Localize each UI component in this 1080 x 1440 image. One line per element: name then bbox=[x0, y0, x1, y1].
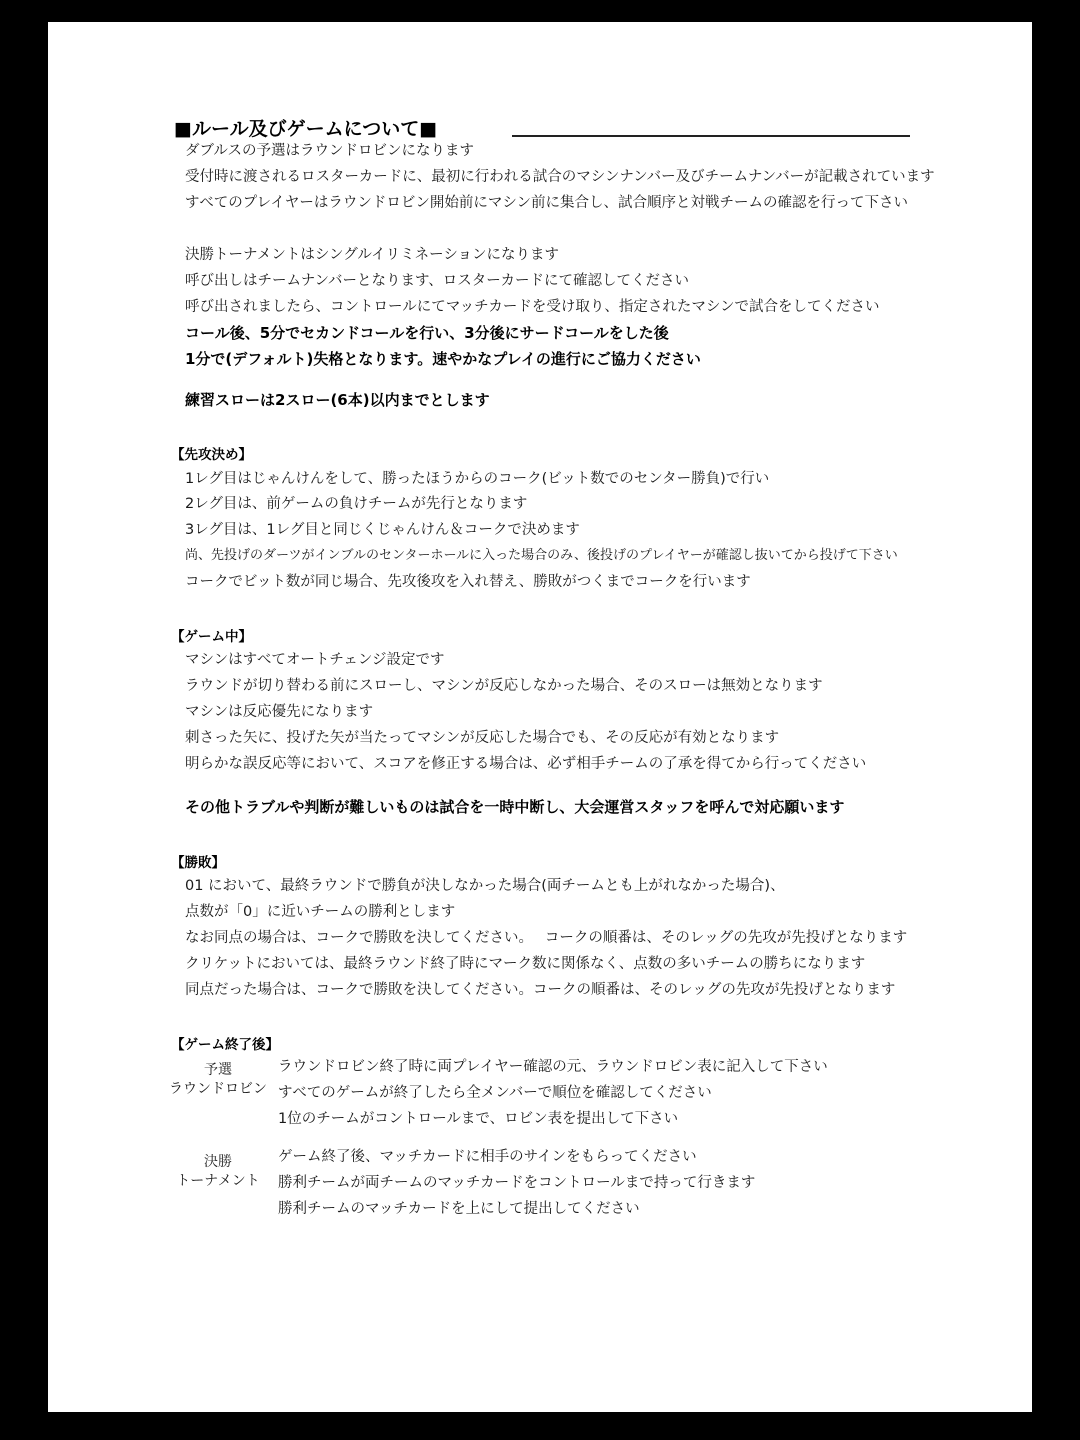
text-line: 勝利チームが両チームのマッチカードをコントロールまで持って行きます bbox=[278, 1175, 756, 1191]
text-line: ゲーム終了後、マッチカードに相手のサインをもらってください bbox=[278, 1149, 697, 1165]
text-line: 1レグ目はじゃんけんをして、勝ったほうからのコーク(ビット数でのセンター勝負)で行い bbox=[185, 471, 770, 487]
final-label bbox=[168, 1153, 268, 1191]
text-line: 明らかな誤反応等において、スコアを修正する場合は、必ず相手チームの了承を得てから行ってください bbox=[185, 756, 867, 772]
section-heading: 【ゲーム中】 bbox=[171, 629, 252, 645]
text-line: マシンはすべてオートチェンジ設定です bbox=[185, 652, 445, 668]
section-heading: 【ゲーム終了後】 bbox=[171, 1037, 279, 1053]
text-line: すべてのゲームが終了したら全メンバーで順位を確認してください bbox=[278, 1085, 712, 1101]
text-line: 呼び出されましたら、コントロールにてマッチカードを受け取り、指定されたマシンで試合をしてください bbox=[185, 299, 880, 315]
document-page bbox=[48, 22, 1032, 1412]
bold-text-line: コール後、5分でセカンドコールを行い、3分後にサードコールをした後 bbox=[185, 324, 669, 342]
text-line: 同点だった場合は、コークで勝敗を決してください。コークの順番は、そのレッグの先攻が先投げとなります bbox=[185, 982, 896, 998]
bold-text-line: 練習スローは2スロー(6本)以内までとします bbox=[185, 391, 490, 409]
text-line: 呼び出しはチームナンバーとなります、ロスターカードにて確認してください bbox=[185, 273, 690, 289]
text-line: 勝利チームのマッチカードを上にして提出してください bbox=[278, 1201, 640, 1217]
text-line: コークでビット数が同じ場合、先攻後攻を入れ替え、勝敗がつくまでコークを行います bbox=[185, 574, 751, 590]
section-heading: 【先攻決め】 bbox=[171, 447, 252, 463]
text-line: 刺さった矢に、投げた矢が当たってマシンが反応した場合でも、その反応が有効となります bbox=[185, 730, 780, 746]
final-label-line2: トーナメント bbox=[176, 1173, 260, 1189]
prelim-label bbox=[168, 1061, 268, 1099]
text-line: ラウンドロビン終了時に両プレイヤー確認の元、ラウンドロビン表に記入して下さい bbox=[278, 1059, 828, 1075]
text-line: ダブルスの予選はラウンドロビンになります bbox=[185, 143, 474, 159]
text-line: 1位のチームがコントロールまで、ロビン表を提出して下さい bbox=[278, 1111, 679, 1127]
prelim-label-line1: 予選 bbox=[204, 1062, 232, 1078]
document-content bbox=[48, 22, 1032, 1412]
text-line: 3レグ目は、1レグ目と同じくじゃんけん＆コークで決めます bbox=[185, 522, 580, 538]
text-line: ラウンドが切り替わる前にスローし、マシンが反応しなかった場合、そのスローは無効となります bbox=[185, 678, 823, 694]
text-line: なお同点の場合は、コークで勝敗を決してください。 コークの順番は、そのレッグの先攻が先投げとなります bbox=[185, 930, 908, 946]
bold-text-line: 1分で(デフォルト)失格となります。速やかなプレイの進行にご協力ください bbox=[185, 350, 701, 368]
bold-text-line: その他トラブルや判断が難しいものは試合を一時中断し、大会運営スタッフを呼んで対応願います bbox=[185, 798, 845, 816]
text-line: 受付時に渡されるロスターカードに、最初に行われる試合のマシンナンバー及びチームナンバーが記載されています bbox=[185, 169, 935, 185]
text-line: 決勝トーナメントはシングルイリミネーションになります bbox=[185, 247, 560, 263]
prelim-label-line2: ラウンドロビン bbox=[169, 1081, 267, 1097]
text-line: 01 において、最終ラウンドで勝負が決しなかった場合(両チームとも上がれなかった場合)、 bbox=[185, 878, 785, 894]
text-line: すべてのプレイヤーはラウンドロビン開始前にマシン前に集合し、試合順序と対戦チームの確認を行って下さい bbox=[185, 195, 909, 211]
section-heading: 【勝敗】 bbox=[171, 855, 225, 871]
text-line: クリケットにおいては、最終ラウンド終了時にマーク数に関係なく、点数の多いチームの勝ちになります bbox=[185, 956, 866, 972]
title-underline bbox=[512, 135, 910, 137]
final-label-line1: 決勝 bbox=[204, 1154, 232, 1170]
page-title: ■ルール及びゲームについて■ bbox=[174, 118, 438, 140]
text-line: 尚、先投げのダーツがインブルのセンターホールに入った場合のみ、後投げのプレイヤーが確認し抜いてから投げて下さい bbox=[185, 548, 898, 563]
text-line: 2レグ目は、前ゲームの負けチームが先行となります bbox=[185, 496, 528, 512]
text-line: マシンは反応優先になります bbox=[185, 704, 374, 720]
text-line: 点数が「0」に近いチームの勝利とします bbox=[185, 904, 456, 920]
